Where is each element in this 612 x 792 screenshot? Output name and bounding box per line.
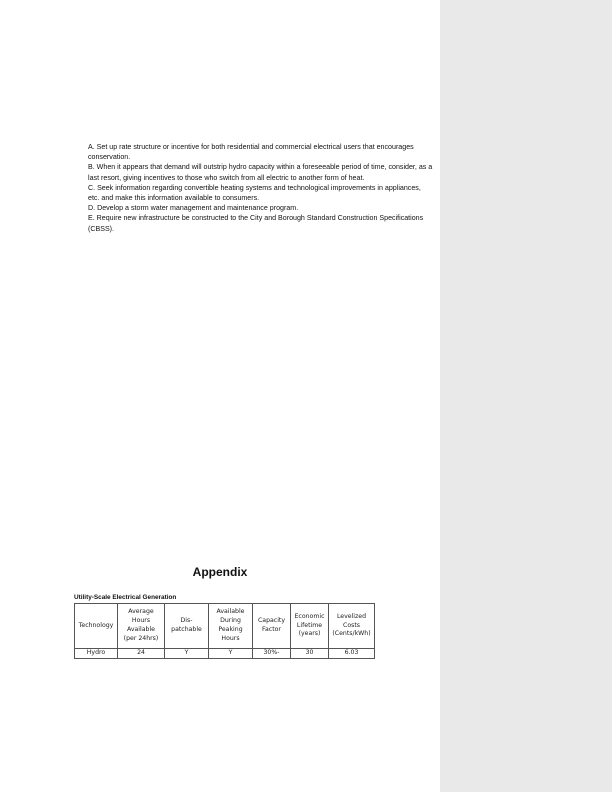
cell-dispatchable: Y: [165, 649, 209, 659]
cell-average-hours: 24: [118, 649, 165, 659]
header-average-hours: Average Hours Available (per 24hrs): [118, 604, 165, 649]
table-row: [75, 649, 375, 659]
cell-levelized-costs: 6.03: [329, 649, 375, 659]
recommendation-d: D. Develop a storm water management and maintenance program.: [88, 204, 299, 213]
comment-pane: [440, 0, 612, 792]
table-caption: Utility-Scale Electrical Generation: [74, 594, 177, 601]
recommendation-a: A. Set up rate structure or incentive for both residential and commercial electrical users that encourages conservation.: [88, 143, 414, 162]
cell-capacity-factor: 30%-: [253, 649, 291, 659]
recommendation-e: E. Require new infrastructure be constructed to the City and Borough Standard Construction Specifications (CBSS).: [88, 214, 424, 233]
header-dispatchable: Dis-patchable: [165, 604, 209, 649]
generation-table: [74, 603, 375, 659]
header-capacity-factor: Capacity Factor: [253, 604, 291, 649]
header-available-peaking: Available During Peaking Hours: [209, 604, 253, 649]
table-header-row: [75, 604, 375, 649]
recommendations-list: [88, 142, 433, 234]
header-technology: Technology: [75, 604, 118, 649]
cell-economic-lifetime: 30: [291, 649, 329, 659]
header-economic-lifetime: Economic Lifetime (years): [291, 604, 329, 649]
recommendation-b: B. When it appears that demand will outstrip hydro capacity within a foreseeable period of time, consider, as a last resort, giving incentives to those who switch from all electric to another form of heat.: [88, 163, 433, 182]
appendix-title: Appendix: [192, 565, 248, 579]
cell-available-peaking: Y: [209, 649, 253, 659]
recommendation-c: C. Seek information regarding convertible heating systems and technological improvements in appliances, etc. and make this information available to consumers.: [88, 183, 421, 203]
header-levelized-costs: Levelized Costs (Cents/kWh): [329, 604, 375, 649]
cell-technology: Hydro: [75, 649, 118, 659]
